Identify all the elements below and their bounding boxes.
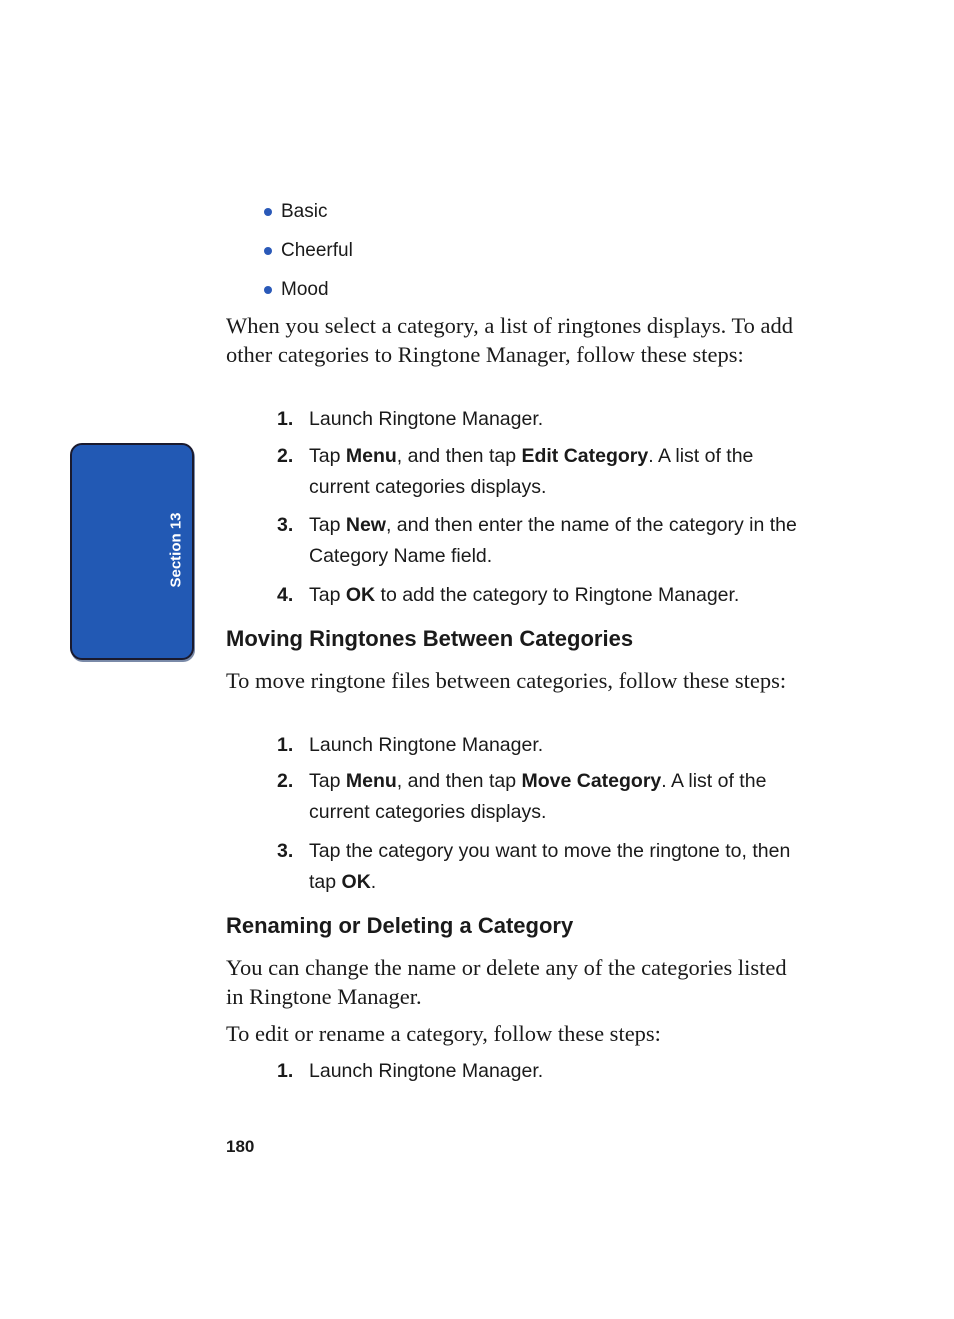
- bullet-icon: [264, 208, 272, 216]
- rename-step-1: 1. Launch Ringtone Manager.: [277, 1060, 544, 1082]
- intro-paragraph: When you select a category, a list of ringtones displays. To add other categories to Ringtone Manager, follow these steps:: [226, 313, 794, 367]
- category-bullet-list: [264, 198, 353, 315]
- add-step-2: 2. Tap Menu, and then tap Edit Category. A list of the current categories displays.: [277, 445, 754, 498]
- list-item: Mood: [264, 276, 353, 315]
- renaming-paragraph-2: To edit or rename a category, follow these steps:: [226, 1021, 661, 1046]
- section-tab-label: Section 13: [167, 512, 185, 588]
- move-step-3: 3. Tap the category you want to move the ringtone to, then tap OK.: [277, 840, 791, 893]
- move-step-2: 2. Tap Menu, and then tap Move Category. A list of the current categories displays.: [277, 770, 767, 823]
- section-heading-renaming: Renaming or Deleting a Category: [226, 913, 574, 938]
- add-step-1: 1. Launch Ringtone Manager.: [277, 408, 544, 430]
- add-step-3: 3. Tap New, and then enter the name of the category in the Category Name field.: [277, 514, 797, 567]
- section-heading-moving: Moving Ringtones Between Categories: [226, 626, 634, 651]
- bullet-icon: [264, 247, 272, 255]
- page-number: 180: [226, 1137, 255, 1156]
- bullet-icon: [264, 286, 272, 294]
- moving-paragraph: To move ringtone files between categories, follow these steps:: [226, 668, 787, 693]
- renaming-paragraph: You can change the name or delete any of the categories listed in Ringtone Manager.: [226, 955, 787, 1009]
- list-item: Basic: [264, 198, 353, 237]
- list-item: Cheerful: [264, 237, 353, 276]
- add-step-4: 4. Tap OK to add the category to Ringtone Manager.: [277, 584, 740, 606]
- move-step-1: 1. Launch Ringtone Manager.: [277, 734, 544, 756]
